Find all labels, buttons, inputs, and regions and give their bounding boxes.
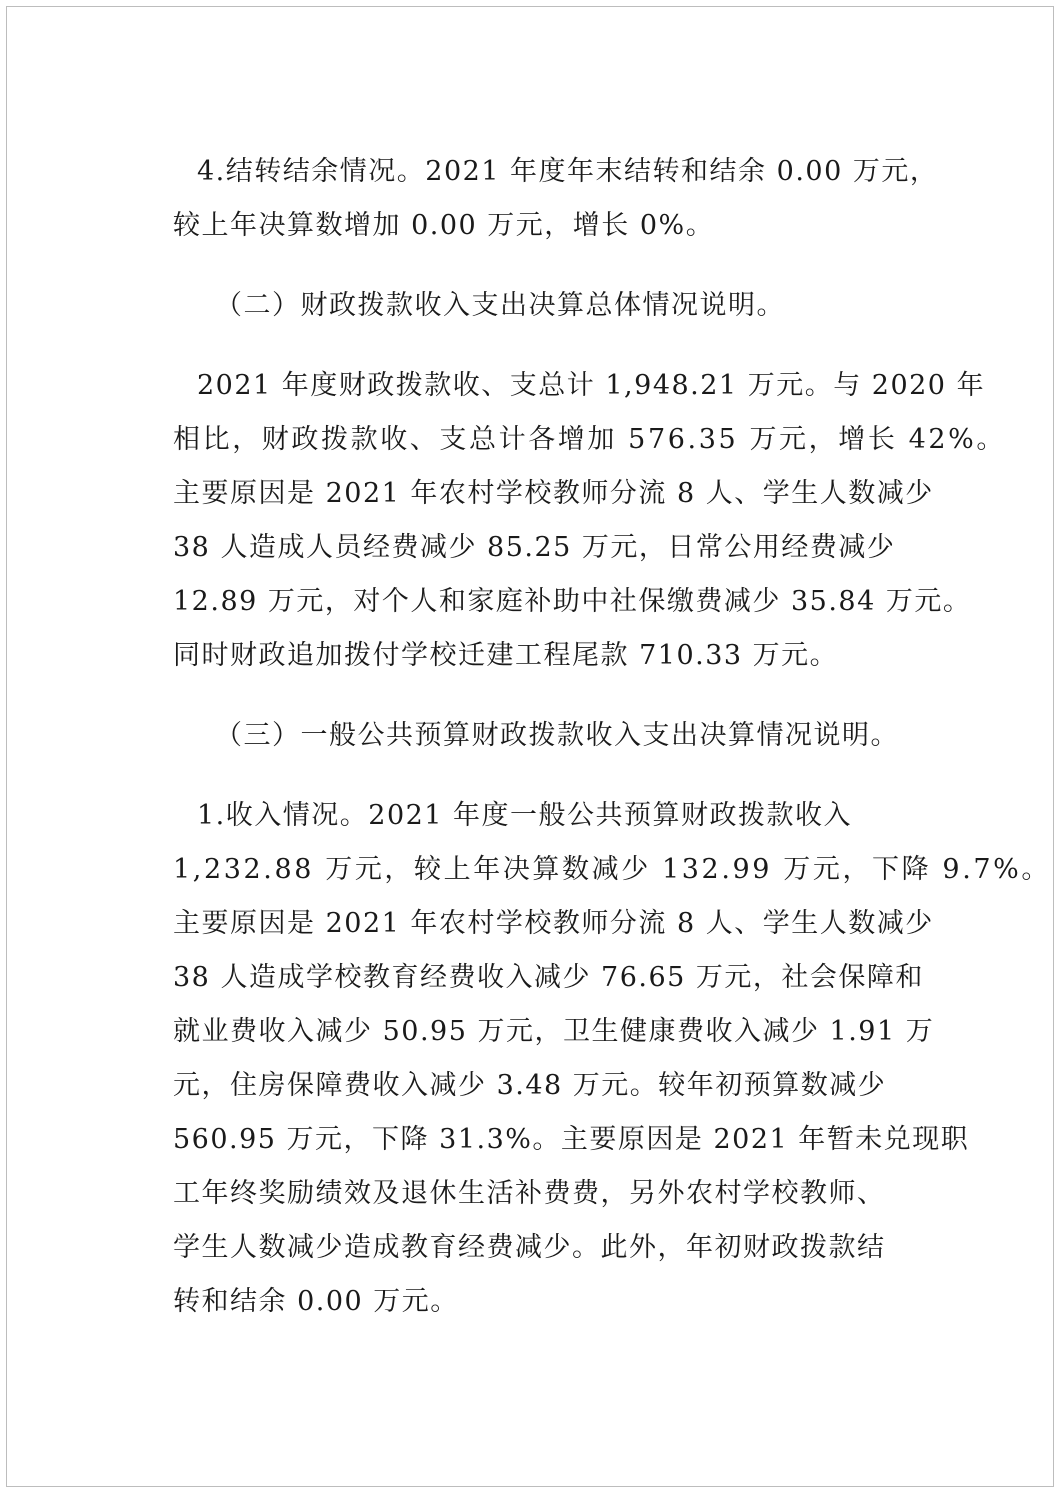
text-line: 2021 年度财政拨款收、支总计 1,948.21 万元。与 2020 年 (197, 370, 986, 401)
text-line: 38 人造成学校教育经费收入减少 76.65 万元，社会保障和 (173, 962, 924, 993)
text-line: 较上年决算数增加 0.00 万元，增长 0%。 (173, 210, 715, 241)
page (6, 6, 1054, 1487)
text-line: 元，住房保障费收入减少 3.48 万元。较年初预算数减少 (173, 1070, 887, 1101)
text-line: 12.89 万元，对个人和家庭补助中社保缴费减少 35.84 万元。 (173, 586, 972, 617)
section-heading-3 (173, 709, 933, 763)
document-body (173, 145, 1052, 1329)
text-line: 560.95 万元，下降 31.3%。主要原因是 2021 年暂未兑现职 (173, 1124, 970, 1155)
heading-text: （三）一般公共预算财政拨款收入支出决算情况说明。 (215, 720, 899, 751)
text-line: 主要原因是 2021 年农村学校教师分流 8 人、学生人数减少 (173, 478, 934, 509)
section-heading-2 (173, 279, 933, 333)
text-line: 1.收入情况。2021 年度一般公共预算财政拨款收入 (197, 800, 853, 831)
paragraph-carryover (173, 145, 939, 253)
text-line: 转和结余 0.00 万元。 (173, 1286, 459, 1317)
text-line: 4.结转结余情况。2021 年度年末结转和结余 0.00 万元， (197, 156, 939, 187)
text-line: 同时财政追加拨付学校迁建工程尾款 710.33 万元。 (173, 640, 839, 671)
text-line: 就业费收入减少 50.95 万元，卫生健康费收入减少 1.91 万 (173, 1016, 935, 1047)
text-line: 主要原因是 2021 年农村学校教师分流 8 人、学生人数减少 (173, 908, 934, 939)
heading-text: （二）财政拨款收入支出决算总体情况说明。 (215, 290, 785, 321)
text-line: 相比，财政拨款收、支总计各增加 576.35 万元，增长 42%。 (173, 424, 1007, 455)
text-line: 学生人数减少造成教育经费减少。此外，年初财政拨款结 (173, 1232, 886, 1263)
text-line: 工年终奖励绩效及退休生活补费费，另外农村学校教师、 (173, 1178, 886, 1209)
paragraph-income (173, 789, 1052, 1329)
paragraph-total (173, 359, 1007, 683)
text-line: 38 人造成人员经费减少 85.25 万元，日常公用经费减少 (173, 532, 896, 563)
text-line: 1,232.88 万元，较上年决算数减少 132.99 万元，下降 9.7%。 (173, 854, 1052, 885)
